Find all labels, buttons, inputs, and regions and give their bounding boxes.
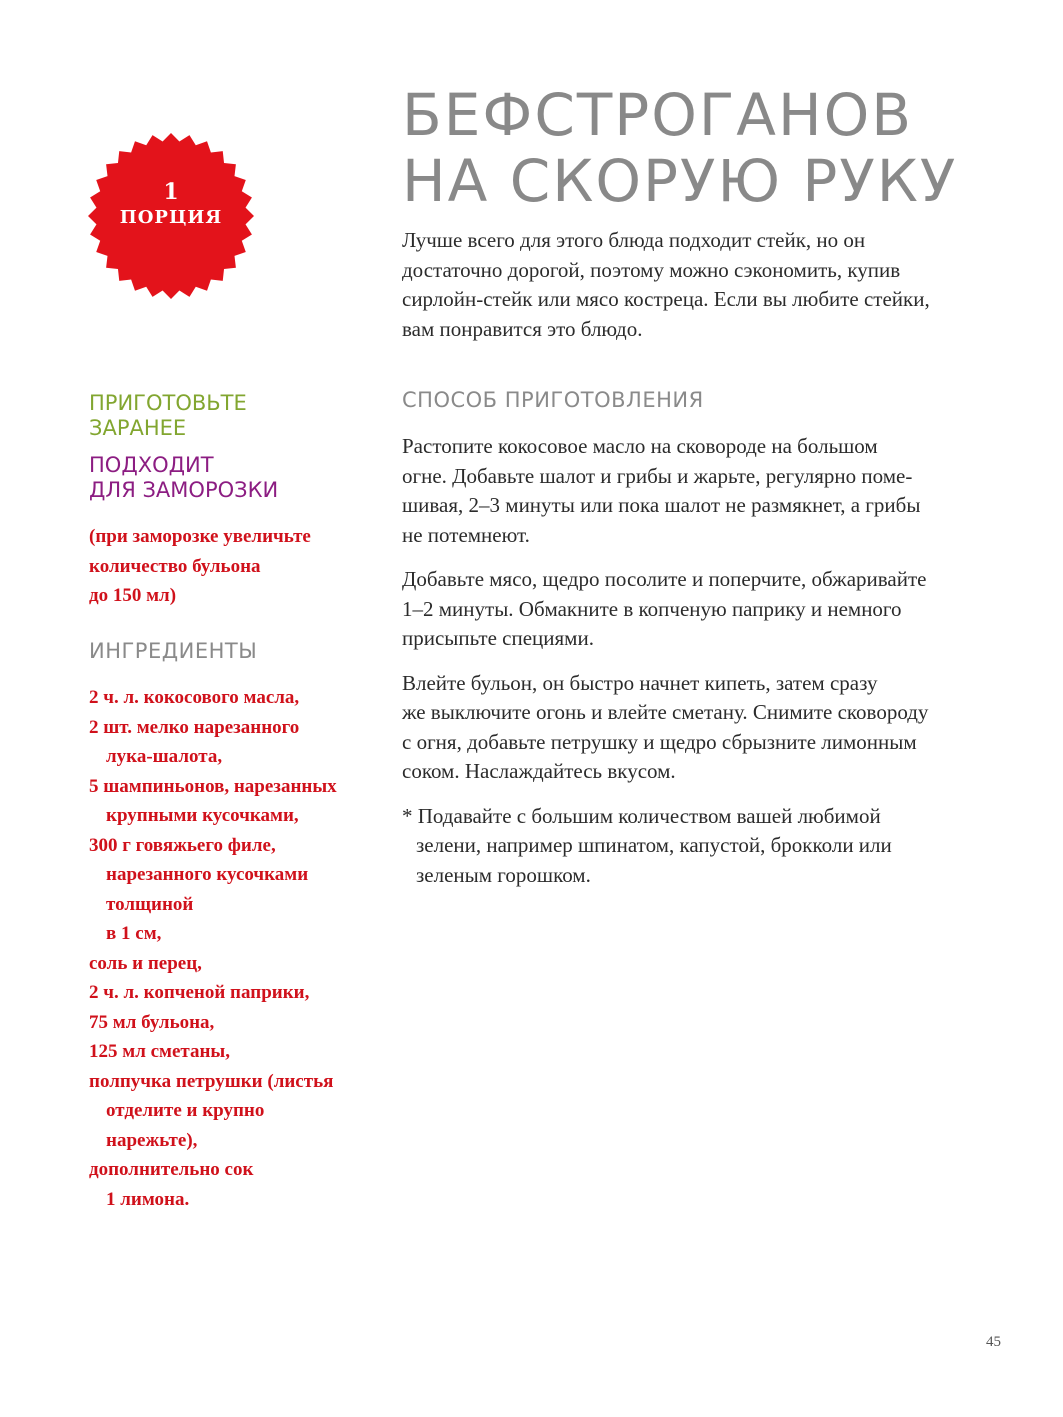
ingredient-line: крупными кусочками, (106, 805, 299, 826)
ingredient-line: отделите и крупно (106, 1100, 265, 1121)
intro-line: вам понравится это блюдо. (402, 316, 643, 341)
freeze-note-line: количество бульона (89, 555, 261, 577)
freeze-note-line: до 150 мл) (89, 585, 177, 606)
ingredient-item (89, 1155, 389, 1214)
method-step-line: огне. Добавьте шалот и грибы и жарьте, регулярно поме- (402, 463, 913, 488)
ingredient-item (89, 713, 389, 772)
ingredient-line: 75 мл бульона, (89, 1011, 215, 1033)
method-step-line: Влейте бульон, он быстро начнет кипеть, затем сразу (402, 670, 878, 695)
ingredient-item (89, 1067, 389, 1156)
intro-line: Лучше всего для этого блюда подходит стейк, но он (402, 228, 866, 252)
method-step-line: Растопите кокосовое масло на сковороде на большом (402, 434, 878, 458)
method-step (402, 669, 1012, 787)
freeze-note (89, 522, 389, 611)
intro-line: достаточно дорогой, поэтому можно сэкономить, купив (402, 257, 901, 282)
method-step-line: соком. Наслаждайтесь вкусом. (402, 759, 676, 783)
freeze-note-line: (при заморозке увеличьте (89, 526, 311, 547)
ingredient-item (89, 1008, 389, 1038)
ingredient-line: лука-шалота, (106, 746, 223, 767)
method-step-line: присыпьте специями. (402, 626, 594, 650)
ingredients-heading: ИНГРЕДИЕНТЫ (89, 639, 258, 663)
tag-freezable-line: ДЛЯ ЗАМОРОЗКИ (89, 478, 279, 502)
tag-prepare-ahead-line: ПРИГОТОВЬТЕ (89, 391, 247, 415)
ingredient-line: нарежьте), (106, 1129, 198, 1151)
serving-tip (402, 802, 1012, 891)
ingredient-line: полпучка петрушки (листья (89, 1070, 334, 1092)
recipe-title-line-1: БЕФСТРОГАНОВ (402, 81, 914, 149)
serving-tip-line: зеленым горошком. (416, 862, 591, 887)
recipe-intro (402, 226, 1012, 344)
tag-freezable-line: ПОДХОДИТ (89, 453, 214, 477)
ingredient-item (89, 831, 389, 949)
ingredients-list (89, 683, 389, 1214)
page-number: 45 (986, 1334, 1001, 1350)
ingredient-line: 5 шампиньонов, нарезанных (89, 775, 337, 797)
ingredient-item (89, 1037, 389, 1067)
ingredient-line: соль и перец, (89, 952, 202, 974)
ingredient-line: дополнительно сок (89, 1159, 254, 1180)
method-step-line: же выключите огонь и влейте сметану. Снимите сковороду (402, 700, 929, 724)
ingredient-item (89, 772, 389, 831)
intro-line: сирлойн-стейк или мясо кострецa. Если вы любите стейки, (402, 287, 930, 311)
ingredient-line: 2 шт. мелко нарезанного (89, 716, 300, 738)
ingredient-line: 300 г говяжьего филе, (89, 834, 276, 856)
ingredient-line: 2 ч. л. кокосового масла, (89, 687, 300, 708)
method-step (402, 565, 1012, 654)
method-step-line: Добавьте мясо, щедро посолите и поперчите, обжаривайте (402, 567, 927, 591)
method-heading: СПОСОБ ПРИГОТОВЛЕНИЯ (402, 388, 704, 412)
ingredient-item (89, 683, 389, 713)
ingredient-line: в 1 см, (106, 923, 162, 944)
ingredient-item (89, 949, 389, 979)
method-step (402, 432, 1012, 550)
ingredient-line: нарезанного кусочками (106, 864, 309, 885)
ingredient-item (89, 978, 389, 1008)
servings-badge (88, 133, 254, 299)
method-steps (402, 432, 1012, 905)
method-step-line: 1–2 минуты. Обмакните в копченую паприку и немного (402, 596, 902, 621)
serving-tip-line: зелени, например шпинатом, капустой, брокколи или (416, 833, 892, 857)
method-step-line: не потемнеют. (402, 522, 530, 547)
method-step-line: шивая, 2–3 минуты или пока шалот не размякнет, а грибы (402, 493, 921, 517)
servings-label: ПОРЦИЯ (119, 207, 223, 228)
recipe-title (402, 82, 957, 214)
ingredient-line: 1 лимона. (106, 1188, 190, 1210)
ingredient-line: 125 мл сметаны, (89, 1041, 231, 1062)
method-step-line: с огня, добавьте петрушку и щедро сбрызните лимонным (402, 729, 917, 754)
servings-number: 1 (163, 179, 179, 205)
badge-text (88, 178, 254, 230)
tag-prepare-ahead-line: ЗАРАНЕЕ (89, 416, 187, 440)
ingredient-line: толщиной (106, 893, 194, 915)
recipe-title-line-2: НА СКОРУЮ РУКУ (402, 147, 958, 215)
tag-freezable (89, 453, 278, 503)
serving-tip-line: * Подавайте с большим количеством вашей любимой (402, 803, 881, 828)
ingredient-line: 2 ч. л. копченой паприки, (89, 982, 310, 1003)
tag-prepare-ahead (89, 391, 247, 441)
